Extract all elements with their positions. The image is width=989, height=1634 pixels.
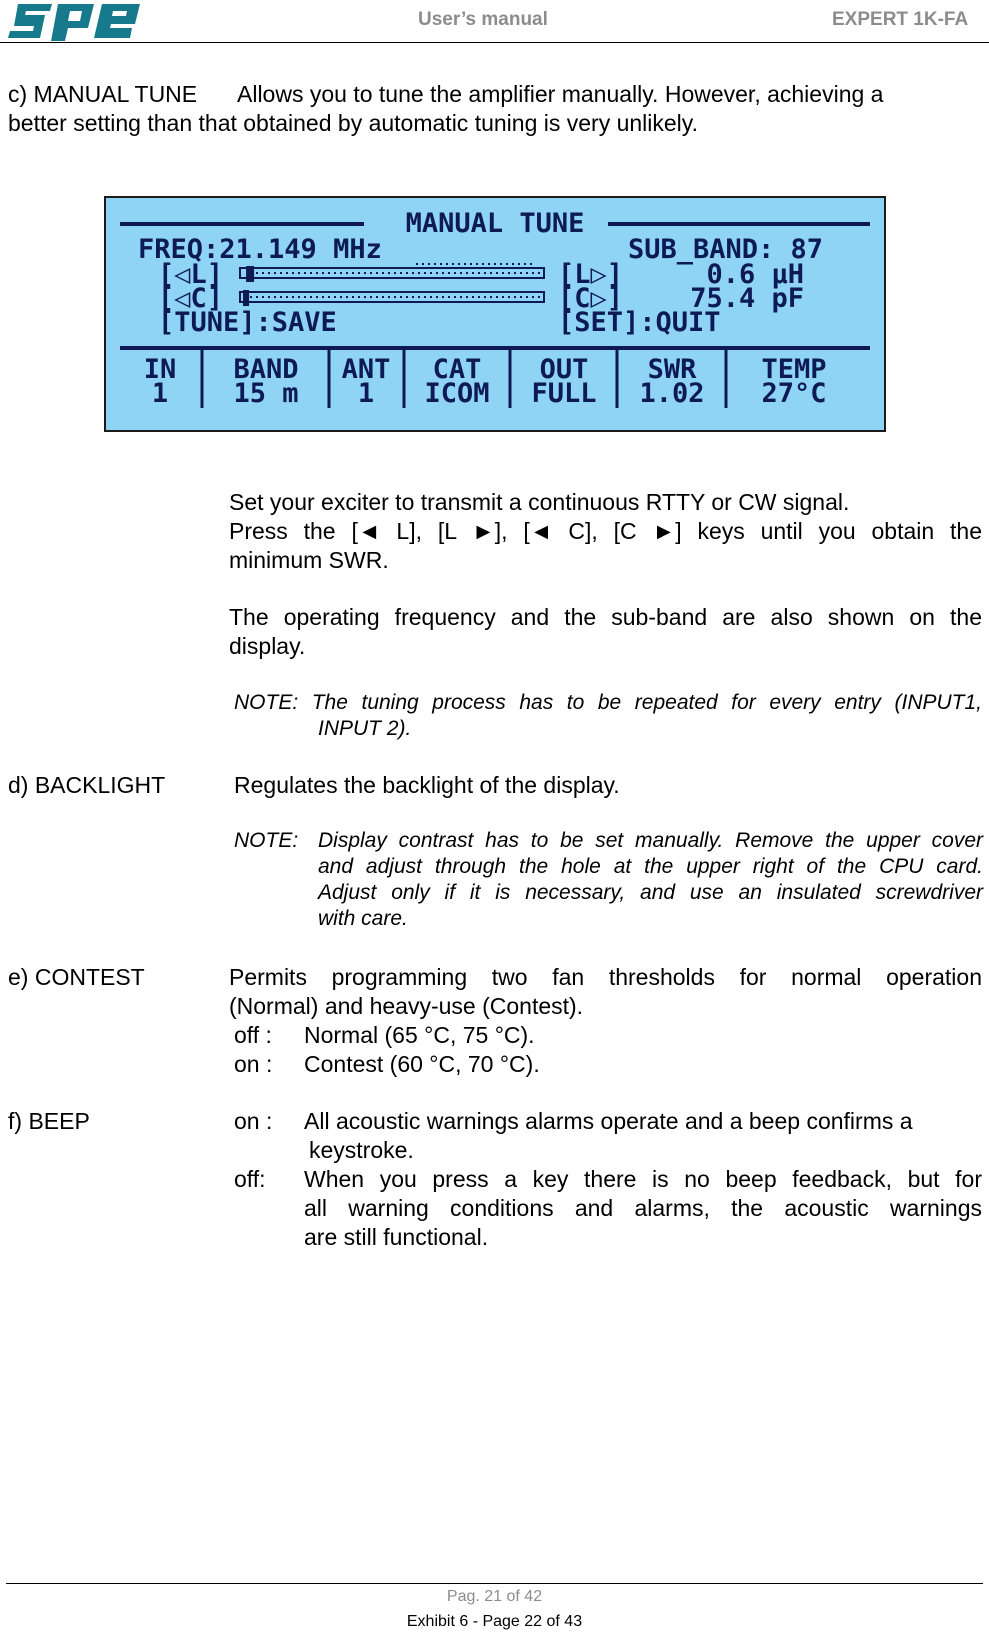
lcd-status-head-swr: SWR [647, 354, 697, 385]
section-e-line2: (Normal) and heavy-use (Contest). [229, 993, 584, 1019]
lcd-status-head-cat: CAT [432, 354, 482, 385]
lcd-c-value: 75.4 pF [690, 283, 804, 314]
section-f-on-line1: All acoustic warnings alarms operate and a beep confirms a [304, 1108, 913, 1134]
lcd-frequency: FREQ:21.149 MHz [138, 234, 382, 265]
section-f-on-key: on : [234, 1108, 273, 1134]
lcd-status-head-band: BAND [233, 354, 299, 385]
section-e-line1: Permits programming two fan thresholds for normal operation [229, 964, 982, 990]
lcd-status-head-ant: ANT [341, 354, 391, 385]
section-f-off-line2: all warning conditions and alarms, the acoustic warnings [304, 1195, 982, 1221]
lcd-status-head-temp: TEMP [761, 354, 827, 385]
lcd-l-value: 0.6 μH [706, 259, 804, 290]
lcd-status-val-temp: 27°C [761, 378, 827, 409]
section-c-desc-line1: Allows you to tune the amplifier manually. However, achieving a [237, 81, 884, 107]
footer-exhibit: Exhibit 6 - Page 22 of 43 [406, 1613, 583, 1630]
c-body-line4: The operating frequency and the sub-band are also shown on the [229, 604, 982, 630]
section-c-label: c) MANUAL TUNE [8, 81, 198, 107]
lcd-l-left-key: [◁L] [158, 259, 224, 290]
section-e-label: e) CONTEST [8, 964, 145, 990]
c-body-line3: minimum SWR. [229, 547, 389, 573]
footer-divider [6, 1583, 983, 1584]
c-body-line5: display. [229, 633, 306, 659]
lcd-status-head-out: OUT [539, 354, 589, 385]
lcd-c-right-key: [C▷] [558, 283, 624, 314]
d-note-line4: with care. [318, 907, 408, 930]
lcd-subband: SUB_BAND: 87 [628, 234, 824, 265]
d-note-prefix: NOTE: [234, 829, 299, 852]
header-divider [0, 42, 989, 43]
section-f-off-line3: are still functional. [304, 1224, 489, 1250]
lcd-set-quit: [SET]:QUIT [558, 307, 721, 338]
spe-logo [8, 0, 140, 42]
lcd-status-val-in: 1 [151, 378, 169, 409]
footer-page-number: Pag. 21 of 42 [446, 1588, 543, 1605]
lcd-l-right-key: [L▷] [558, 259, 624, 290]
d-note-line3: Adjust only if it is necessary, and use an insulated screwdriver [318, 881, 983, 904]
lcd-title: MANUAL TUNE [405, 208, 585, 239]
c-body-line2: Press the [◄ L], [L ►], [◄ C], [C ►] keys until you obtain the [229, 518, 982, 544]
lcd-tune-save: [TUNE]:SAVE [158, 307, 337, 338]
c-body-line1: Set your exciter to transmit a continuous RTTY or CW signal. [229, 489, 850, 515]
spe-logo-graphic [8, 0, 140, 42]
section-c-desc-line2: better setting than that obtained by automatic tuning is very unlikely. [8, 110, 698, 136]
section-f-label: f) BEEP [8, 1108, 90, 1134]
header-model: EXPERT 1K-FA [832, 9, 969, 30]
lcd-status-val-band: 15 m [233, 378, 299, 409]
d-note-line2: and adjust through the hole at the upper right of the CPU card. [318, 855, 983, 878]
lcd-status-val-swr: 1.02 [639, 378, 705, 409]
section-d-label: d) BACKLIGHT [8, 772, 166, 798]
lcd-status-val-out: FULL [531, 378, 597, 409]
c-note-line2: INPUT 2). [318, 717, 412, 740]
lcd-c-marker [243, 290, 249, 306]
lcd-display [104, 196, 886, 432]
section-f-off-line1: When you press a key there is no beep feedback, but for [304, 1166, 982, 1192]
section-e-on-value: Contest (60 °C, 70 °C). [304, 1051, 540, 1077]
section-e-off-key: off : [234, 1022, 272, 1048]
c-note-line1: NOTE: The tuning process has to be repeated for every entry (INPUT1, [234, 691, 982, 714]
section-d-desc: Regulates the backlight of the display. [234, 772, 620, 798]
section-f-on-line2: keystroke. [309, 1137, 414, 1163]
section-e-off-value: Normal (65 °C, 75 °C). [304, 1022, 535, 1048]
lcd-status-head-in: IN [143, 354, 177, 385]
d-note-line1: Display contrast has to be set manually. Remove the upper cover [318, 829, 983, 852]
lcd-screen [104, 196, 886, 432]
header-title: User’s manual [418, 9, 548, 30]
lcd-l-marker [246, 266, 254, 282]
lcd-c-left-key: [◁C] [158, 283, 224, 314]
lcd-status-val-cat: ICOM [424, 378, 490, 409]
section-f-off-key: off: [234, 1166, 266, 1192]
lcd-status-val-ant: 1 [357, 378, 375, 409]
section-e-on-key: on : [234, 1051, 273, 1077]
